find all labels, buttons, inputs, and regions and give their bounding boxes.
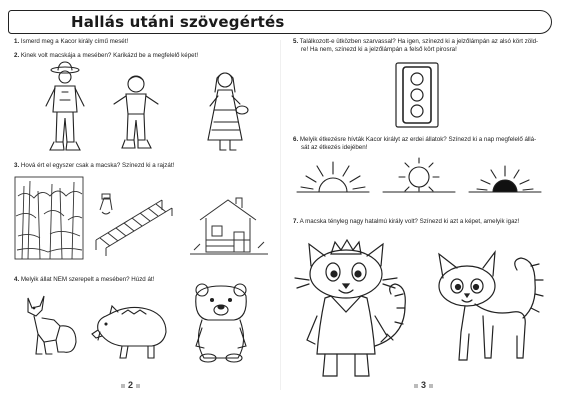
question-2 xyxy=(14,52,198,60)
house-icon[interactable] xyxy=(190,196,268,256)
question-5-number: 5. xyxy=(293,38,299,45)
question-4 xyxy=(14,276,154,284)
question-1-text: Ismerd meg a Kacor király című mesét! xyxy=(20,38,129,45)
girl-with-basket-icon[interactable] xyxy=(200,70,250,154)
question-4-text: Melyik állat NEM szerepelt a mesében? Húzd át! xyxy=(20,276,155,283)
bridge-icon[interactable] xyxy=(92,190,178,256)
question-7 xyxy=(293,218,519,226)
question-7-number: 7. xyxy=(293,218,299,225)
question-6-line-1: Melyik étkezésre hívták Kacor királyt az erdei állatok? Színezd ki a nap megfelelő állá- xyxy=(299,136,537,143)
traffic-light-bottom-circle xyxy=(411,105,423,117)
question-7-text: A macska tényleg nagy hatalmú király volt? Színezd ki azt a képet, amelyik igaz! xyxy=(299,218,520,225)
question-2-number: 2. xyxy=(14,52,20,59)
page-number-right-value: 3 xyxy=(421,380,427,390)
page-number-left xyxy=(118,380,143,390)
page-number-left-value: 2 xyxy=(128,380,134,390)
traffic-light-top-circle xyxy=(411,73,423,85)
plain-cat-icon[interactable] xyxy=(431,246,549,370)
question-1 xyxy=(14,38,128,46)
question-3-number: 3. xyxy=(14,162,20,169)
forest-icon[interactable] xyxy=(14,176,84,260)
fox-icon[interactable] xyxy=(14,294,80,360)
boy-with-hat-icon[interactable] xyxy=(40,62,90,154)
question-6 xyxy=(293,136,555,152)
question-1-number: 1. xyxy=(14,38,20,45)
traffic-light-icon[interactable] xyxy=(395,62,439,128)
question-4-number: 4. xyxy=(14,276,20,283)
question-5 xyxy=(293,38,555,54)
question-2-text: Kinek volt macskája a mesében? Karikázd be a megfelelő képet! xyxy=(20,52,199,59)
sunrise-icon[interactable] xyxy=(297,158,369,198)
boar-icon[interactable] xyxy=(92,300,172,360)
bear-icon[interactable] xyxy=(188,282,254,364)
traffic-light-middle-circle xyxy=(411,89,423,101)
question-6-line-2: sát az étkezés idejében! xyxy=(301,144,368,151)
boy-icon[interactable] xyxy=(110,74,162,152)
king-cat-icon[interactable] xyxy=(295,236,425,382)
question-5-line-1: Találkozott-e ütközben szarvassal? Ha igen, színezd ki a jelzőlámpán az alsó kört zöld- xyxy=(299,38,539,45)
question-3-text: Hová ért el egyszer csak a macska? Színezd ki a rajzát! xyxy=(20,162,175,169)
page-number-right xyxy=(411,380,436,390)
right-page xyxy=(281,0,562,400)
worksheet-title: Hallás utáni szövegértés xyxy=(71,13,285,31)
question-6-number: 6. xyxy=(293,136,299,143)
question-5-line-2: re! Ha nem, színezd ki a jelzőlámpán a felső kört pirosra! xyxy=(301,46,457,53)
midday-sun-icon[interactable] xyxy=(383,158,455,198)
sunset-icon[interactable] xyxy=(469,158,541,198)
question-3 xyxy=(14,162,174,170)
